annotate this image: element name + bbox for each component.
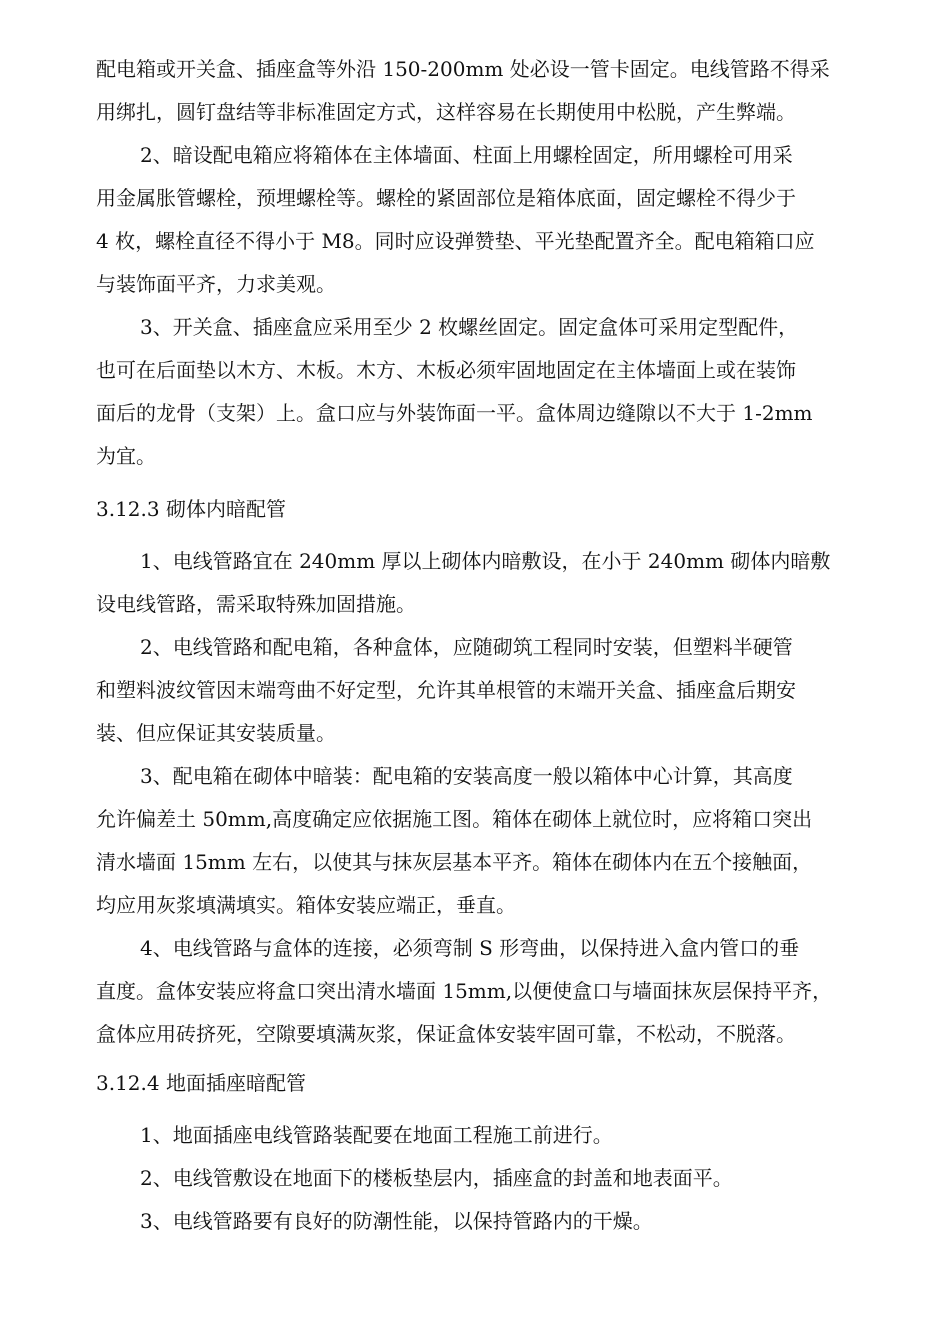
text-line: 清水墙面 15mm 左右，以使其与抹灰层基本平齐。箱体在砌体内在五个接触面， — [96, 850, 813, 874]
list-item: 2、电线管敷设在地面下的楼板垫层内，插座盒的封盖和地表面平。 — [140, 1166, 733, 1190]
text-line: 也可在后面垫以木方、木板。木方、木板必须牢固地固定在主体墙面上或在装饰 — [96, 358, 796, 382]
paragraph-masonry-1 — [96, 540, 856, 626]
text-line: 1、电线管路宜在 240mm 厚以上砌体内暗敷设，在小于 240mm 砌体内暗敷 — [140, 549, 831, 573]
text-line: 直度。盒体安装应将盒口突出清水墙面 15mm,以便使盒口与墙面抹灰层保持平齐， — [96, 979, 833, 1003]
text-line: 允许偏差土 50mm,高度确定应依据施工图。箱体在砌体上就位时，应将箱口突出 — [96, 807, 813, 831]
text-line: 和塑料波纹管因末端弯曲不好定型，允许其单根管的末端开关盒、插座盒后期安 — [96, 678, 796, 702]
text-line: 2、暗设配电箱应将箱体在主体墙面、柱面上用螺栓固定，所用螺栓可用采 — [140, 143, 793, 167]
text-line: 盒体应用砖挤死，空隙要填满灰浆，保证盒体安装牢固可靠，不松动，不脱落。 — [96, 1022, 796, 1046]
list-item: 3、电线管路要有良好的防潮性能，以保持管路内的干燥。 — [140, 1209, 653, 1233]
text-line: 2、电线管路和配电箱，各种盒体，应随砌筑工程同时安装，但塑料半硬管 — [140, 635, 793, 659]
text-line: 为宜。 — [96, 444, 156, 468]
text-line: 均应用灰浆填满填实。箱体安装应端正，垂直。 — [96, 893, 516, 917]
text-line: 用金属胀管螺栓，预埋螺栓等。螺栓的紧固部位是箱体底面，固定螺栓不得少于 — [96, 186, 796, 210]
document-page — [96, 48, 856, 1243]
list-floor-socket — [96, 1114, 856, 1243]
text-line: 3、配电箱在砌体中暗装：配电箱的安装高度一般以箱体中心计算，其高度 — [140, 764, 793, 788]
text-line: 装、但应保证其安装质量。 — [96, 721, 336, 745]
text-line: 4、电线管路与盒体的连接，必须弯制 S 形弯曲，以保持进入盒内管口的垂 — [140, 936, 800, 960]
paragraph-box-fixing — [96, 48, 856, 134]
text-line: 用绑扎，圆钉盘结等非标准固定方式，这样容易在长期使用中松脱，产生弊端。 — [96, 100, 796, 124]
paragraph-distribution-box — [96, 134, 856, 306]
text-line: 面后的龙骨（支架）上。盒口应与外装饰面一平。盒体周边缝隙以不大于 1-2mm — [96, 401, 813, 425]
text-line: 4 枚，螺栓直径不得小于 M8。同时应设弹赞垫、平光垫配置齐全。配电箱箱口应 — [96, 229, 815, 253]
text-line: 配电箱或开关盒、插座盒等外沿 150-200mm 处必设一管卡固定。电线管路不得采 — [96, 57, 830, 81]
list-item: 1、地面插座电线管路装配要在地面工程施工前进行。 — [140, 1123, 613, 1147]
text-line: 与装饰面平齐，力求美观。 — [96, 272, 336, 296]
text-line: 3、开关盒、插座盒应采用至少 2 枚螺丝固定。固定盒体可采用定型配件， — [140, 315, 799, 339]
paragraph-masonry-4 — [96, 927, 856, 1056]
text-line: 设电线管路，需采取特殊加固措施。 — [96, 592, 416, 616]
paragraph-masonry-3 — [96, 755, 856, 927]
section-heading-3-12-4: 3.12.4 地面插座暗配管 — [96, 1071, 306, 1095]
paragraph-masonry-2 — [96, 626, 856, 755]
paragraph-switch-box — [96, 306, 856, 478]
section-heading-3-12-3: 3.12.3 砌体内暗配管 — [96, 497, 286, 521]
